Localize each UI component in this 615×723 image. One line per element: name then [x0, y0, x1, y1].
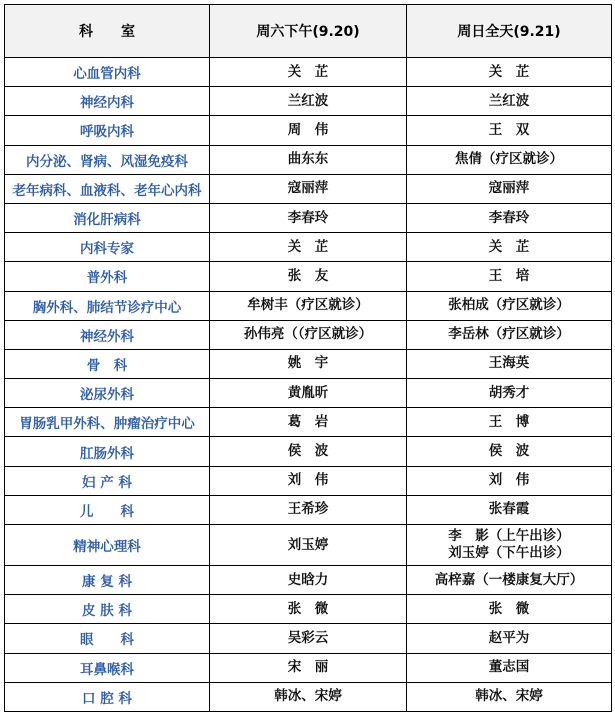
department-cell: 内科专家: [5, 233, 210, 262]
doctor-name: 李岳林（疗区就诊）: [448, 326, 570, 343]
table-row: [5, 595, 612, 624]
doctor-name: 黄胤昕: [287, 384, 329, 401]
sunday-doctor-cell: [407, 203, 612, 232]
table-row: [5, 653, 612, 682]
doctor-name: 刘玉婷（下午出诊）: [448, 545, 570, 561]
doctor-name: 赵平为: [488, 629, 530, 646]
doctor-name: 李 影（上午出诊）: [448, 528, 570, 544]
sunday-doctor-cell: [407, 58, 612, 87]
sunday-doctor-cell: [407, 566, 612, 595]
saturday-doctor-cell: [210, 262, 407, 291]
doctor-name: 关 芷: [488, 238, 530, 255]
sunday-doctor-cell: [407, 466, 612, 495]
doctor-name: 关 芷: [287, 63, 329, 80]
doctor-name: 侯 波: [287, 443, 329, 460]
department-cell: 胃肠乳甲外科、肿瘤治疗中心: [5, 408, 210, 437]
doctor-name: 周 伟: [287, 121, 329, 138]
sunday-doctor-cell: [407, 145, 612, 174]
doctor-name: 胡秀才: [488, 384, 530, 401]
saturday-doctor-cell: [210, 58, 407, 87]
table-row: [5, 349, 612, 378]
table-row: [5, 320, 612, 349]
doctor-name: 韩冰、宋婷: [274, 688, 342, 705]
saturday-doctor-cell: [210, 320, 407, 349]
doctor-name: 王 博: [488, 413, 530, 430]
sunday-doctor-cell: [407, 624, 612, 653]
sunday-doctor-cell: [407, 320, 612, 349]
doctor-name: 刘 伟: [287, 472, 329, 489]
doctor-name: 孙伟亮（（疗区就诊）: [243, 326, 373, 343]
saturday-doctor-cell: [210, 233, 407, 262]
department-cell: 耳鼻喉科: [5, 653, 210, 682]
saturday-doctor-cell: [210, 145, 407, 174]
header-row: [5, 5, 612, 58]
duty-schedule-table: [4, 4, 612, 712]
doctor-name: 王海英: [488, 355, 530, 372]
sunday-doctor-cell: [407, 349, 612, 378]
saturday-doctor-cell: [210, 595, 407, 624]
sunday-doctor-cell: [407, 495, 612, 524]
department-cell: 呼吸内科: [5, 116, 210, 145]
doctor-name: 兰红波: [488, 92, 530, 109]
saturday-doctor-cell: [210, 408, 407, 437]
department-cell: 肛肠外科: [5, 437, 210, 466]
sunday-doctor-cell: [407, 116, 612, 145]
table-row: [5, 291, 612, 320]
saturday-doctor-cell: [210, 566, 407, 595]
doctor-name: 韩冰、宋婷: [475, 688, 543, 705]
doctor-name: 刘 伟: [488, 472, 530, 489]
header-sunday: 周日全天(9.21): [407, 5, 612, 58]
department-cell: 心血管内科: [5, 58, 210, 87]
table-row: [5, 437, 612, 466]
table-row: [5, 525, 612, 566]
sunday-doctor-cell: [407, 653, 612, 682]
doctor-name: 王希珍: [287, 501, 329, 518]
doctor-name: 关 芷: [287, 238, 329, 255]
table-row: [5, 174, 612, 203]
saturday-doctor-cell: [210, 174, 407, 203]
doctor-name: 王 培: [488, 267, 530, 284]
doctor-name: 王 双: [488, 121, 530, 138]
department-cell: 普外科: [5, 262, 210, 291]
saturday-doctor-cell: [210, 624, 407, 653]
department-cell: 康 复 科: [5, 566, 210, 595]
table-row: [5, 566, 612, 595]
table-row: [5, 624, 612, 653]
header-saturday: 周六下午(9.20): [210, 5, 407, 58]
table-row: [5, 87, 612, 116]
saturday-doctor-cell: [210, 87, 407, 116]
doctor-name: 牟树丰（疗区就诊）: [247, 297, 369, 314]
doctor-name: 张 微: [488, 600, 530, 617]
sunday-doctor-cell: [407, 408, 612, 437]
sunday-doctor-cell: [407, 682, 612, 711]
saturday-doctor-cell: [210, 203, 407, 232]
table-row: [5, 262, 612, 291]
department-cell: 消化肝病科: [5, 203, 210, 232]
doctor-name: 张 友: [287, 267, 329, 284]
department-cell: 神经外科: [5, 320, 210, 349]
sunday-doctor-cell: [407, 87, 612, 116]
table-row: [5, 233, 612, 262]
table-row: [5, 203, 612, 232]
sunday-doctor-cell: [407, 525, 612, 566]
doctor-name: 寇丽萍: [287, 180, 329, 197]
table-row: [5, 379, 612, 408]
sunday-doctor-cell: [407, 174, 612, 203]
saturday-doctor-cell: [210, 682, 407, 711]
header-department: 科 室: [5, 5, 210, 58]
doctor-name: 刘玉婷: [287, 536, 329, 553]
doctor-name: 关 芷: [488, 63, 530, 80]
schedule-rows: [5, 58, 612, 712]
department-cell: 皮 肤 科: [5, 595, 210, 624]
saturday-doctor-cell: [210, 379, 407, 408]
department-cell: 胸外科、肺结节诊疗中心: [5, 291, 210, 320]
department-cell: 老年病科、血液科、老年心内科: [5, 174, 210, 203]
department-cell: 儿 科: [5, 495, 210, 524]
doctor-name: 张柏成（疗区就诊）: [448, 297, 570, 314]
table-row: [5, 466, 612, 495]
table-row: [5, 145, 612, 174]
doctor-name: 张春霞: [488, 501, 530, 518]
saturday-doctor-cell: [210, 525, 407, 566]
doctor-name: 宋 丽: [287, 659, 329, 676]
doctor-name: 兰红波: [287, 92, 329, 109]
doctor-name: 董志国: [488, 659, 530, 676]
department-cell: 骨 科: [5, 349, 210, 378]
sunday-doctor-cell: [407, 437, 612, 466]
doctor-name: 李春玲: [488, 209, 530, 226]
saturday-doctor-cell: [210, 116, 407, 145]
sunday-doctor-cell: [407, 379, 612, 408]
table-row: [5, 58, 612, 87]
table-row: [5, 116, 612, 145]
table-row: [5, 495, 612, 524]
saturday-doctor-cell: [210, 466, 407, 495]
doctor-name: 张 微: [287, 600, 329, 617]
department-cell: 泌尿外科: [5, 379, 210, 408]
sunday-doctor-cell: [407, 233, 612, 262]
doctor-name: 焦倩（疗区就诊）: [455, 151, 563, 168]
doctor-name: 寇丽萍: [488, 180, 530, 197]
saturday-doctor-cell: [210, 349, 407, 378]
doctor-name: 吴彩云: [287, 629, 329, 646]
doctor-name: 曲东东: [287, 151, 329, 168]
doctor-name: 李春玲: [287, 209, 329, 226]
doctor-name: 史晗力: [287, 571, 329, 588]
sunday-doctor-cell: [407, 262, 612, 291]
department-cell: 内分泌、肾病、风湿免疫科: [5, 145, 210, 174]
saturday-doctor-cell: [210, 653, 407, 682]
saturday-doctor-cell: [210, 437, 407, 466]
department-cell: 精神心理科: [5, 525, 210, 566]
department-cell: 神经内科: [5, 87, 210, 116]
saturday-doctor-cell: [210, 495, 407, 524]
department-cell: 妇 产 科: [5, 466, 210, 495]
table-row: [5, 408, 612, 437]
saturday-doctor-cell: [210, 291, 407, 320]
table-row: [5, 682, 612, 711]
doctor-name: 姚 宇: [287, 355, 329, 372]
department-cell: 口 腔 科: [5, 682, 210, 711]
department-cell: 眼 科: [5, 624, 210, 653]
doctor-name: 高梓嘉（一楼康复大厅）: [434, 571, 584, 588]
doctor-name: 葛 岩: [287, 413, 329, 430]
sunday-doctor-cell: [407, 291, 612, 320]
doctor-name: 侯 波: [488, 443, 530, 460]
sunday-doctor-cell: [407, 595, 612, 624]
